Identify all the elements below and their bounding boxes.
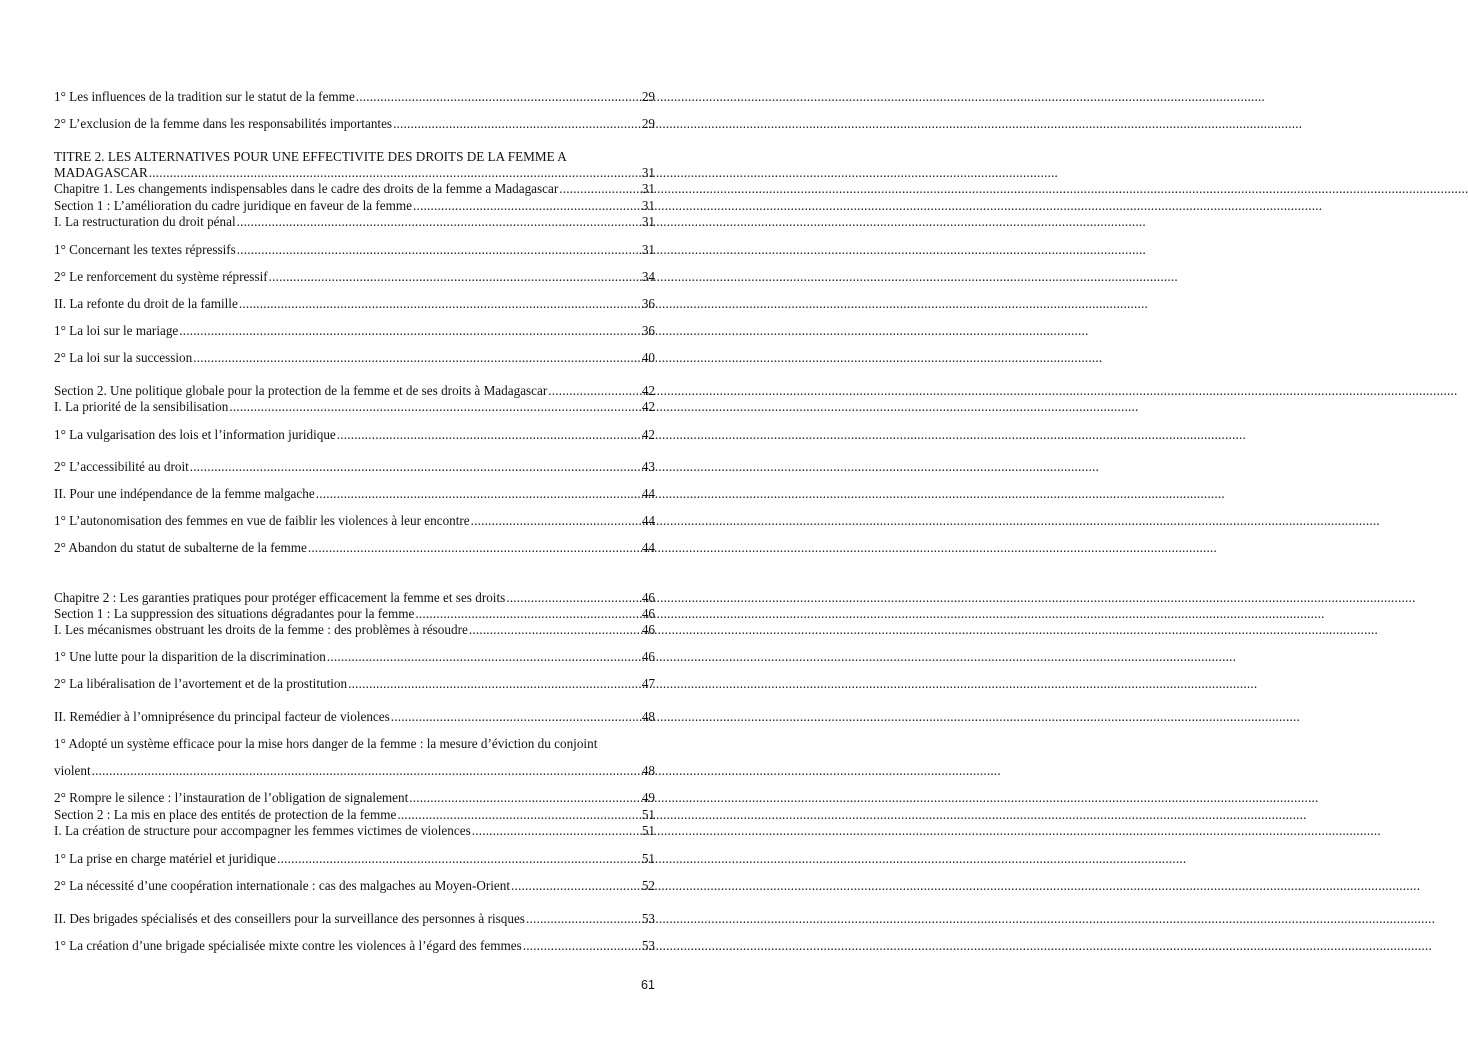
toc-entry-page: 36 [641,323,655,338]
toc-entry-title: Section 1 : L’amélioration du cadre juridique en faveur de la femme [54,198,413,213]
dot-leader [472,823,641,839]
toc-entry-page: 44 [641,486,655,501]
toc-entry-title: 2° La loi sur la succession [54,350,193,365]
toc-entry [54,269,655,285]
dot-leader [308,540,641,556]
toc-entry [54,181,655,197]
toc-entry-page: 46 [641,622,655,637]
toc-entry-title: MADAGASCAR [54,165,148,180]
dot-leader [356,89,641,105]
toc-entry [54,622,655,638]
dot-leader [193,350,641,366]
toc-entry-title: 1° L’autonomisation des femmes en vue de faiblir les violences à leur encontre [54,513,470,528]
toc-entry [54,763,655,779]
toc-entry-page: 31 [641,242,655,257]
toc-entry [54,709,655,725]
page-number: 61 [641,978,655,992]
toc-entry-page: 42 [641,427,655,442]
toc-entry-title: I. La création de structure pour accompagner les femmes victimes de violences [54,823,471,838]
toc-entry-title: 1° La création d’une brigade spécialisée mixte contre les violences à l’égard des femmes [54,938,522,953]
toc-entry-title: I. Les mécanismes obstruant les droits de la femme : des problèmes à résoudre [54,622,468,637]
toc-entry [54,540,655,556]
toc-entry-title: 2° L’exclusion de la femme dans les responsabilités importantes [54,116,393,131]
toc-entry-page: 49 [641,790,655,805]
dot-leader [190,459,641,475]
toc-entry [54,459,655,475]
toc-entry [54,676,655,692]
dot-leader [348,676,641,692]
toc-entry-title: 2° Abandon du statut de subalterne de la femme [54,540,307,555]
toc-entry-page: 46 [641,606,655,621]
dot-leader [229,399,640,415]
toc-entry-title: II. Remédier à l’omniprésence du principal facteur de violences [54,709,390,724]
dot-leader [413,198,641,214]
toc-entry-title: 2° L’accessibilité au droit [54,459,189,474]
dot-leader [469,622,641,638]
dot-leader [179,323,641,339]
toc-entry-page: 36 [641,296,655,311]
dot-leader [559,181,641,197]
toc-entry [54,649,655,665]
toc-entry-title: 1° Concernant les textes répressifs [54,242,236,257]
toc-entry-title: 1° Les influences de la tradition sur le statut de la femme [54,89,355,104]
toc-entry-title: Section 2. Une politique globale pour la protection de la femme et de ses droits à Madagascar [54,383,548,398]
toc-entry [54,513,655,529]
toc-entry-page: 46 [641,649,655,664]
toc-entry-page: 53 [641,911,655,926]
dot-leader [237,214,641,230]
toc-entry-page: 34 [641,269,655,284]
toc-entry-page: 31 [641,181,655,196]
dot-leader [391,709,641,725]
toc-entry-page: 31 [641,198,655,213]
toc-entry-page: 29 [641,116,655,131]
toc-entry-page: 42 [641,383,655,398]
toc-entry [54,198,655,214]
toc-entry [54,427,655,443]
dot-leader [548,383,641,399]
toc-entry [54,214,655,230]
toc-entry-title: 1° La vulgarisation des lois et l’information juridique [54,427,336,442]
dot-leader [523,938,641,954]
dot-leader [149,165,641,181]
toc-entry [54,165,655,181]
toc-entry-title: violent [54,763,91,778]
toc-entry-page: 48 [641,709,655,724]
toc-entry-title: 2° La libéralisation de l’avortement et de la prostitution [54,676,348,691]
dot-leader [397,807,640,823]
toc-entry-page: 44 [641,540,655,555]
toc-entry [54,242,655,258]
toc-entry-page: 53 [641,938,655,953]
toc-entry-page: 31 [641,165,655,180]
toc-entry [54,486,655,502]
dot-leader [327,649,641,665]
toc-entry [54,323,655,339]
dot-leader [237,242,641,258]
dot-leader [277,851,637,867]
toc-entry-title: Chapitre 1. Les changements indispensables dans le cadre des droits de la femme a Madagascar [54,181,559,196]
toc-entry-page: 29 [641,89,655,104]
toc-entry [54,938,655,954]
toc-entry-title: II. La refonte du droit de la famille [54,296,238,311]
toc-entry-title: 1° La loi sur le mariage [54,323,179,338]
toc-entry-page: 51 [638,851,655,866]
toc-entry-page: 51 [641,807,655,822]
toc-entry [54,606,655,622]
toc-entry-title: II. Pour une indépendance de la femme malgache [54,486,315,501]
toc-entry [54,116,655,132]
toc-entry [54,911,655,927]
toc-entry-page: 48 [641,763,655,778]
toc-entry-page: 31 [641,214,655,229]
toc-entry-title: I. La restructuration du droit pénal [54,214,236,229]
toc-entry-page: 52 [641,878,655,893]
toc-entry-title: II. Des brigades spécialisés et des conseillers pour la surveillance des personnes à risques [54,911,525,926]
toc-entry [54,790,655,806]
dot-leader [393,116,641,132]
toc-entry-title: Section 1 : La suppression des situations dégradantes pour la femme [54,606,415,621]
toc-entry-title: 2° La nécessité d’une coopération internationale : cas des malgaches au Moyen-Orient [54,878,511,893]
dot-leader [526,911,641,927]
toc-entry [54,350,655,366]
toc-entry [54,399,655,415]
toc-entry-page: 47 [641,676,655,691]
toc-entry-page: 44 [641,513,655,528]
toc-entry-title: 2° Le renforcement du système répressif [54,269,268,284]
toc-entry-title: Chapitre 2 : Les garanties pratiques pour protéger efficacement la femme et ses droits [54,590,506,605]
toc-entry-page: 42 [641,399,655,414]
toc-entry [54,383,655,399]
toc-entry [54,823,655,839]
dot-leader [415,606,640,622]
toc-entry-title: Section 2 : La mis en place des entités de protection de la femme [54,807,397,822]
toc-entry-page: 46 [641,590,655,605]
toc-entry-page: 40 [641,350,655,365]
dot-leader [337,427,641,443]
dot-leader [269,269,641,285]
toc-entry-page: 51 [641,823,655,838]
toc-entry-title: 1° La prise en charge matériel et juridique [54,851,277,866]
toc-part-heading: TITRE 2. LES ALTERNATIVES POUR UNE EFFECTIVITE DES DROITS DE LA FEMME A [54,149,567,164]
dot-leader [511,878,641,894]
dot-leader [471,513,641,529]
toc-entry [54,296,655,312]
toc-entry-title: 1° Adopté un système efficace pour la mise hors danger de la femme : la mesure d’éviction du conjoint [54,736,598,751]
dot-leader [239,296,641,312]
toc-entry-title: I. La priorité de la sensibilisation [54,399,229,414]
toc-entry-page: 43 [641,459,655,474]
toc-entry [54,89,655,105]
dot-leader [316,486,641,502]
toc-entry [54,807,655,823]
dot-leader [506,590,641,606]
dot-leader [409,790,641,806]
dot-leader [92,763,641,779]
toc-entry-title: 1° Une lutte pour la disparition de la discrimination [54,649,326,664]
toc-entry [54,851,655,867]
toc-entry-title: 2° Rompre le silence : l’instauration de l’obligation de signalement [54,790,409,805]
toc-entry [54,590,655,606]
toc-entry [54,878,655,894]
